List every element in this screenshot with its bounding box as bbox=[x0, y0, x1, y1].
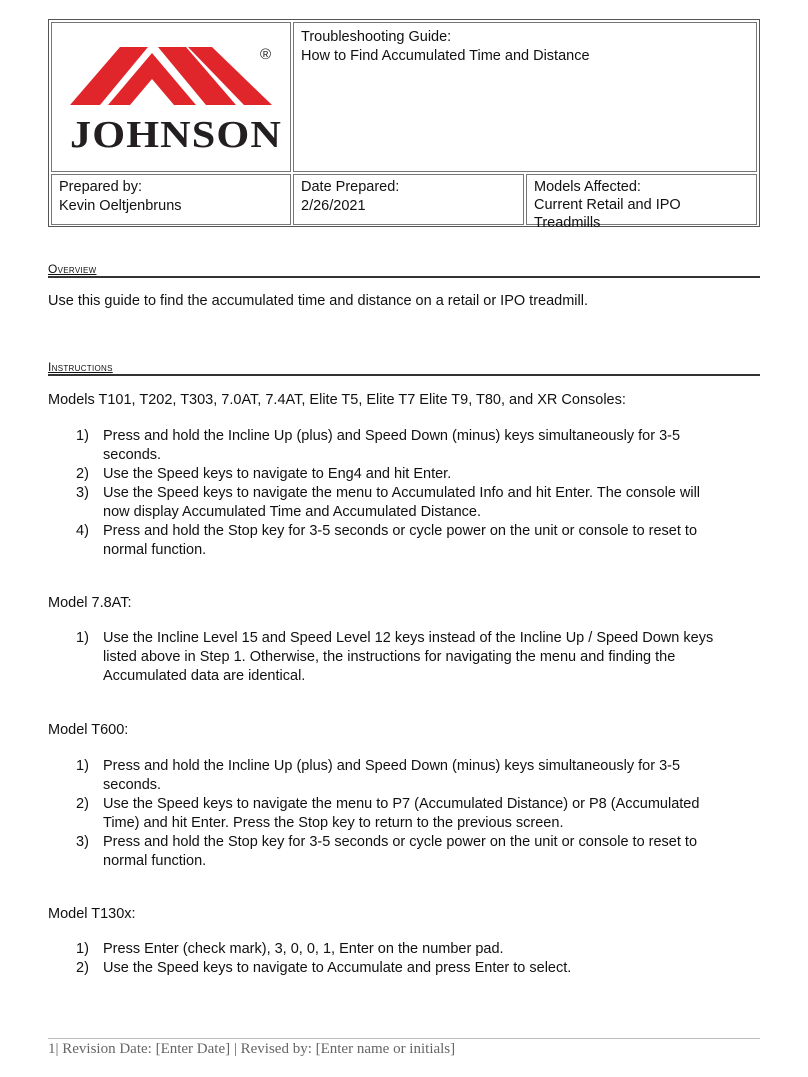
list-item bbox=[48, 522, 760, 560]
models-value-line1: Current Retail and IPO bbox=[534, 197, 681, 213]
step-number: 1) bbox=[76, 428, 89, 444]
date-value: 2/26/2021 bbox=[301, 198, 366, 214]
registered-mark: ® bbox=[260, 46, 272, 63]
group-title: Models T101, T202, T303, 7.0AT, 7.4AT, Elite T5, Elite T7 Elite T9, T80, and XR Consoles: bbox=[48, 392, 626, 408]
step-text: Press and hold the Incline Up (plus) and Speed Down (minus) keys simultaneously for 3-5 bbox=[103, 758, 681, 774]
overview-heading: Overview bbox=[48, 262, 97, 276]
page-footer: 1| Revision Date: [Enter Date] | Revised by: [Enter name or initials] bbox=[48, 1041, 456, 1057]
list-item bbox=[48, 833, 760, 871]
models-value-line2: Treadmills bbox=[534, 215, 601, 231]
step-text: seconds. bbox=[103, 447, 162, 463]
logo-cell bbox=[51, 22, 291, 172]
overview-rule bbox=[48, 276, 760, 278]
step-text: Press and hold the Incline Up (plus) and Speed Down (minus) keys simultaneously for 3-5 bbox=[103, 428, 681, 444]
step-number: 1) bbox=[76, 941, 89, 957]
list-item bbox=[48, 757, 760, 795]
models-label: Models Affected: bbox=[534, 179, 641, 195]
step-text: now display Accumulated Time and Accumulated Distance. bbox=[103, 504, 482, 520]
step-text: listed above in Step 1. Otherwise, the instructions for navigating the menu and finding the bbox=[103, 649, 676, 665]
step-number: 2) bbox=[76, 466, 89, 482]
prepared-cell bbox=[51, 174, 291, 225]
step-number: 3) bbox=[76, 485, 89, 501]
list-item bbox=[48, 959, 760, 978]
step-list bbox=[48, 757, 760, 871]
step-text: Use the Incline Level 15 and Speed Level 12 keys instead of the Incline Up / Speed Down keys bbox=[103, 630, 714, 646]
brand-wordmark: JOHNSON bbox=[70, 114, 282, 156]
list-item bbox=[48, 465, 760, 484]
list-item bbox=[48, 940, 760, 959]
list-item bbox=[48, 484, 760, 522]
step-text: Use the Speed keys to navigate to Eng4 and hit Enter. bbox=[103, 466, 452, 482]
step-text: Press and hold the Stop key for 3-5 seconds or cycle power on the unit or console to reset to bbox=[103, 523, 698, 539]
prepared-value: Kevin Oeltjenbruns bbox=[59, 198, 182, 214]
group-title: Model 7.8AT: bbox=[48, 595, 132, 611]
step-text: normal function. bbox=[103, 853, 207, 869]
models-cell bbox=[526, 174, 757, 231]
step-text: Accumulated data are identical. bbox=[103, 668, 306, 684]
instructions-rule bbox=[48, 374, 760, 376]
step-text: Use the Speed keys to navigate the menu to P7 (Accumulated Distance) or P8 (Accumulated bbox=[103, 796, 700, 812]
instructions-heading: Instructions bbox=[48, 360, 113, 374]
date-label: Date Prepared: bbox=[301, 179, 400, 195]
step-text: Use the Speed keys to navigate to Accumulate and press Enter to select. bbox=[103, 960, 572, 976]
list-item bbox=[48, 795, 760, 833]
footer-rule bbox=[48, 1038, 760, 1039]
step-number: 4) bbox=[76, 523, 89, 539]
title-cell bbox=[293, 22, 757, 172]
list-item bbox=[48, 629, 760, 686]
overview-text: Use this guide to find the accumulated time and distance on a retail or IPO treadmill. bbox=[48, 293, 589, 309]
step-text: Press Enter (check mark), 3, 0, 0, 1, Enter on the number pad. bbox=[103, 941, 504, 957]
step-list bbox=[48, 427, 760, 560]
step-number: 3) bbox=[76, 834, 89, 850]
doc-title-line2: How to Find Accumulated Time and Distance bbox=[301, 48, 590, 64]
step-text: Press and hold the Stop key for 3-5 seconds or cycle power on the unit or console to reset to bbox=[103, 834, 698, 850]
group-title: Model T600: bbox=[48, 722, 129, 738]
step-list bbox=[48, 629, 760, 686]
doc-title-line1: Troubleshooting Guide: bbox=[301, 29, 452, 45]
step-list bbox=[48, 940, 760, 978]
step-text: normal function. bbox=[103, 542, 207, 558]
header-table bbox=[48, 19, 760, 231]
step-text: Use the Speed keys to navigate the menu to Accumulated Info and hit Enter. The console will bbox=[103, 485, 701, 501]
step-number: 2) bbox=[76, 960, 89, 976]
step-number: 1) bbox=[76, 758, 89, 774]
prepared-label: Prepared by: bbox=[59, 179, 143, 195]
step-number: 1) bbox=[76, 630, 89, 646]
date-cell bbox=[293, 174, 524, 225]
group-title: Model T130x: bbox=[48, 906, 136, 922]
johnson-logo bbox=[62, 35, 284, 161]
step-text: seconds. bbox=[103, 777, 162, 793]
step-number: 2) bbox=[76, 796, 89, 812]
step-text: Time) and hit Enter. Press the Stop key to return to the previous screen. bbox=[103, 815, 564, 831]
list-item bbox=[48, 427, 760, 465]
